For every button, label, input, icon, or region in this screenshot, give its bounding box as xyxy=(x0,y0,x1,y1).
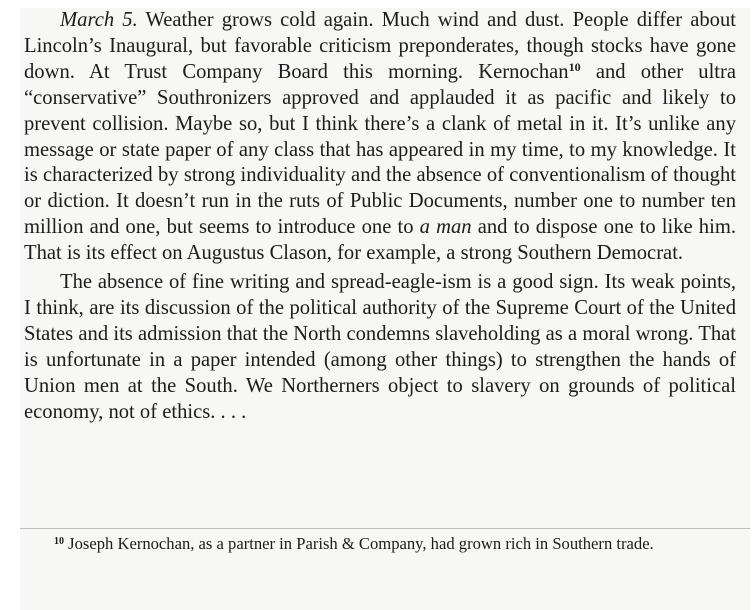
page-edge-left xyxy=(0,0,20,610)
paragraph-1 xyxy=(24,8,736,267)
footnote xyxy=(24,532,736,555)
paragraph-2: The absence of fine writing and spread-eagle-ism is a good sign. Its weak points, I think, are its discussion of the political authority of the Supreme Court of the United States and its admission that the North condemns slaveholding as a moral wrong. That is unfortunate in a paper intended (among other things) to strengthen the hands of Union men at the South. We Northerners object to slavery on grounds of political economy, not of ethics. . . . xyxy=(24,271,736,423)
entry-date: March 5. xyxy=(60,9,138,31)
diary-entry xyxy=(24,8,736,426)
page-edge-right xyxy=(750,0,756,610)
paragraph-1-text-b: and other ultra “conservative” Southronizers approved and applauded it as pacific and likely to prevent collision. Maybe so, but I think there’s a clank of metal in it. It’s unlike any message or state paper of any class that has appeared in my time, to my knowledge. It is characterized by strong individuality and the absence of conventionalism of thought or diction. It doesn’t run in the ruts of Public Documents, number one to number ten million and one, but seems to introduce one to xyxy=(24,60,737,239)
paragraph-1-text-a: Weather grows cold again. Much wind and dust. People differ about Lincoln’s Inaugural, but favorable criticism preponderates, though stocks have gone down. At Trust Company Board this morning. Kernochan xyxy=(24,9,736,83)
footnote-text: Joseph Kernochan, as a partner in Parish & Company, had grown rich in Southern trade. xyxy=(64,534,654,553)
footnote-mark: 10 xyxy=(54,536,64,547)
page-edge-top xyxy=(0,0,756,8)
footnote-divider xyxy=(20,528,750,529)
emphasis-text: a man xyxy=(419,216,472,239)
paragraph-1-text-c: and to dispose one to like him. That is its effect on Augustus Clason, for example, a strong Southern Democrat. xyxy=(24,216,736,265)
footnote-reference: 10 xyxy=(568,59,581,74)
